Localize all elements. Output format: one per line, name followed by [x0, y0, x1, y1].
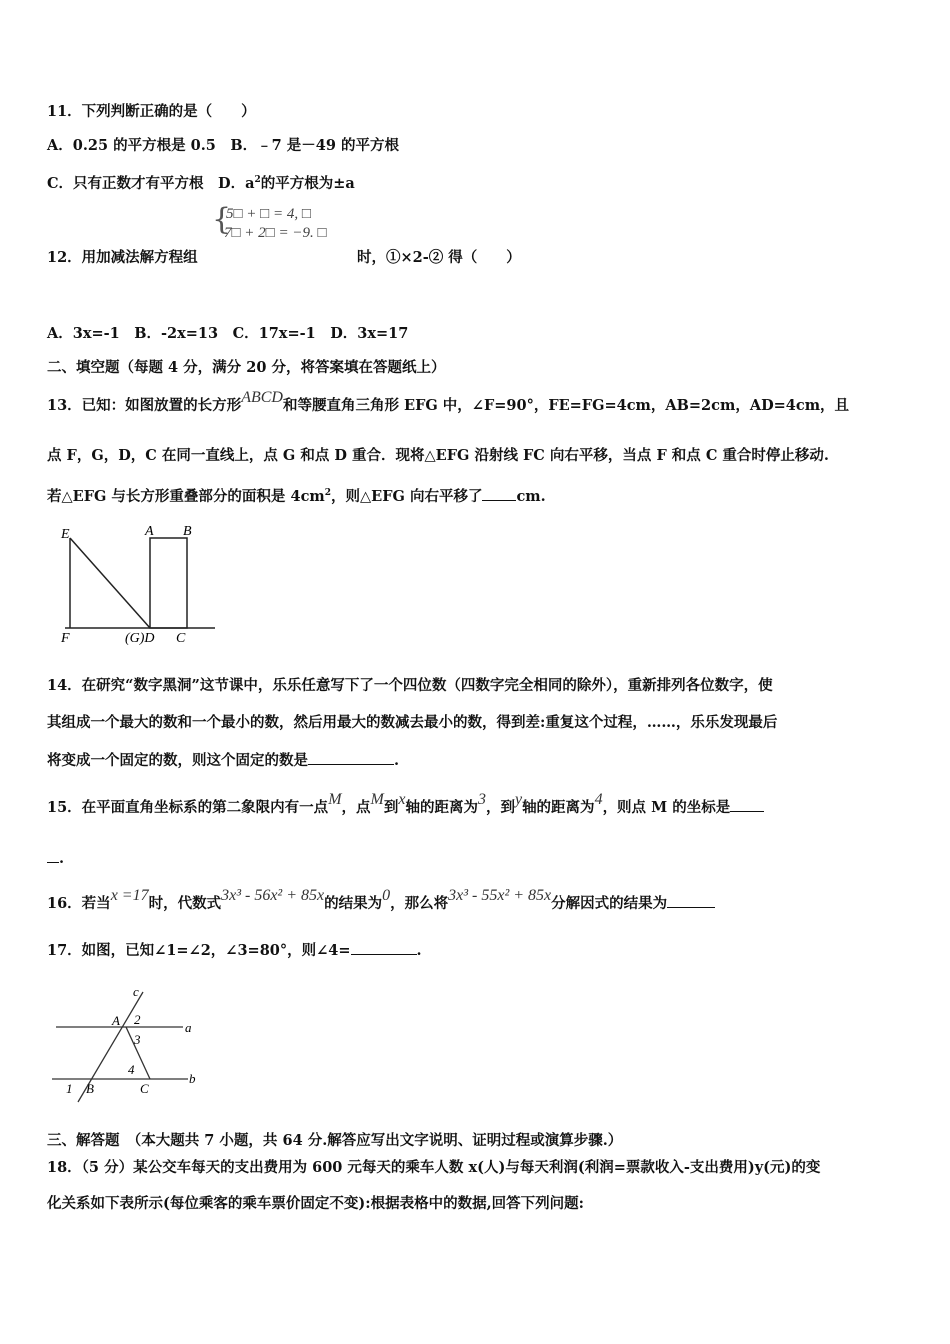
- equation-2: 7□ + 2□ = −9. □: [224, 225, 327, 241]
- label-B: B: [183, 524, 192, 539]
- q12-stem-a: 12．用加减法解方程组: [47, 249, 198, 266]
- label-A: A: [112, 1013, 120, 1028]
- brace: {: [212, 202, 232, 237]
- q17-stem: 17．如图，已知∠1=∠2，∠3=80°，则∠4= .: [47, 942, 422, 959]
- label-C: C: [176, 631, 186, 646]
- q15-line2: .: [47, 848, 64, 869]
- q14-line3: 将变成一个固定的数，则这个固定的数是 .: [47, 752, 400, 769]
- label-a: a: [185, 1020, 192, 1035]
- q11-options-ab: A．0.25 的平方根是 0.5 B．﹣7 是－49 的平方根: [47, 137, 400, 154]
- q18-line2: 化关系如下表所示(每位乘客的乘车票价固定不变):根据表格中的数据,回答下列问题:: [47, 1195, 584, 1212]
- label-B: B: [86, 1081, 94, 1096]
- label-b: b: [189, 1071, 196, 1086]
- section-3-heading: 三、解答题 （本大题共 7 小题，共 64 分.解答应写出文字说明、证明过程或演算步骤.）: [47, 1132, 623, 1149]
- label-C: C: [140, 1081, 149, 1096]
- label-3: 3: [134, 1032, 141, 1047]
- label-c: c: [133, 984, 139, 999]
- q17-figure: [48, 982, 218, 1107]
- q11-stem: 11．下列判断正确的是（ ）: [47, 103, 256, 120]
- q13-figure: [55, 520, 225, 650]
- q14-line2: 其组成一个最大的数和一个最小的数，然后用最大的数减去最小的数，得到差:重复这个过程，……，乐乐发现最后: [47, 714, 778, 731]
- q13-line3: 若△EFG 与长方形重叠部分的面积是 $4cm^2$，则△EFG 向右平移了 cm.: [47, 487, 546, 505]
- section-2-heading: 二、填空题（每题 4 分，满分 20 分，将答案填在答题纸上）: [47, 359, 446, 376]
- q15-line1: 15．在平面直角坐标系的第二象限内有一点M，点M到x轴的距离为3，到y轴的距离为4，则点 M 的坐标是: [47, 797, 764, 818]
- label-2: 2: [134, 1012, 141, 1027]
- q12-stem-b: 时，①×2-② 得（ ）: [357, 249, 521, 266]
- q14-line1: 14．在研究“数字黑洞”这节课中，乐乐任意写下了一个四位数（四数字完全相同的除外），重新排列各位数字，使: [47, 677, 773, 694]
- q13-line1: 13．已知：如图放置的长方形ABCD和等腰直角三角形 EFG 中，∠F=90°，FE=FG=4cm，AB=2cm，AD=4cm，且: [47, 389, 850, 414]
- label-GD: (G)D: [125, 631, 155, 646]
- q12-options: A．3x=-1 B．-2x=13 C．17x=-1 D．3x=17: [47, 325, 409, 342]
- q18-line1: 18．（5 分）某公交车每天的支出费用为 600 元每天的乘车人数 x(人)与每天利润(利润=票款收入-支出费用)y(元)的变: [47, 1159, 821, 1176]
- q12-equation-system: [212, 204, 352, 244]
- label-4: 4: [128, 1062, 135, 1077]
- equation-1: 5□ + □ = 4, □: [226, 206, 311, 222]
- label-A: A: [145, 524, 154, 539]
- q13-line2: 点 F，G，D，C 在同一直线上，点 G 和点 D 重合．现将△EFG 沿射线 FC 向右平移，当点 F 和点 C 重合时停止移动.: [47, 447, 829, 464]
- label-F: F: [61, 631, 70, 646]
- q16-line: 16．若当x =17时，代数式3x³ - 56x² + 85x的结果为0，那么将3x³ - 55x² + 85x分解因式的结果为: [47, 893, 715, 914]
- label-E: E: [61, 527, 70, 542]
- q11-options-cd: C．只有正数才有平方根 D．$a^2$的平方根为±a: [47, 174, 355, 192]
- label-1: 1: [66, 1081, 73, 1096]
